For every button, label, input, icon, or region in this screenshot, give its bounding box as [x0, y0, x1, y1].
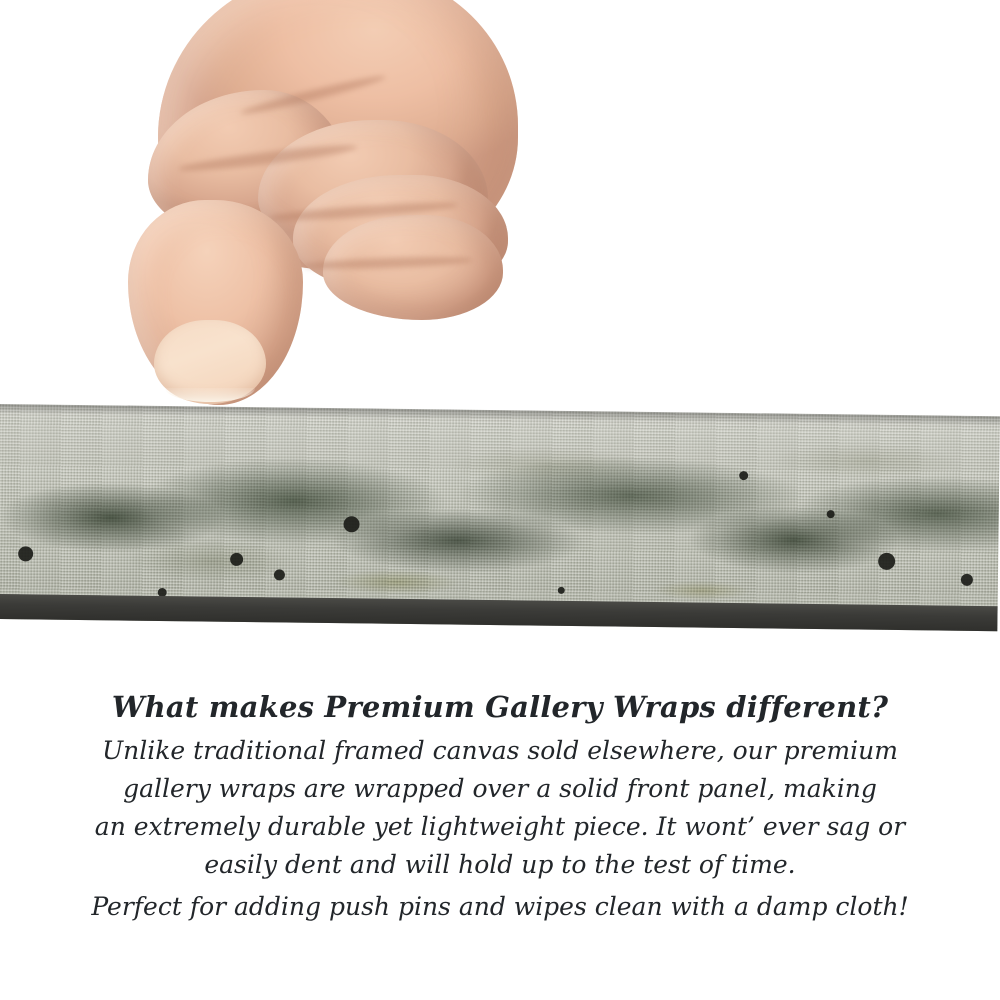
caption-line-4: easily dent and will hold up to the test of time. — [204, 850, 796, 879]
paint-speck — [230, 553, 243, 566]
paint-speck — [18, 546, 33, 561]
paint-speck — [827, 510, 835, 518]
thumb — [128, 200, 303, 405]
caption-block — [0, 690, 1000, 926]
thumbnail — [154, 320, 266, 404]
paint-speck — [343, 516, 359, 532]
paint-speck — [274, 569, 285, 580]
paint-speck — [961, 574, 973, 586]
paint-speck — [878, 553, 895, 570]
paint-speck — [558, 587, 565, 594]
caption-line-2: gallery wraps are wrapped over a solid front panel, making — [123, 774, 877, 803]
hand-photo — [118, 0, 558, 420]
caption-line-3: an extremely durable yet lightweight piece. It wont’ ever sag or — [94, 812, 906, 841]
canvas-edge-strip — [0, 404, 1000, 631]
caption-heading: What makes Premium Gallery Wraps different? — [111, 690, 889, 724]
caption-line-1: Unlike traditional framed canvas sold elsewhere, our premium — [102, 736, 898, 765]
paint-speck — [739, 471, 748, 480]
caption-line-5: Perfect for adding push pins and wipes clean with a damp cloth! — [91, 892, 909, 921]
